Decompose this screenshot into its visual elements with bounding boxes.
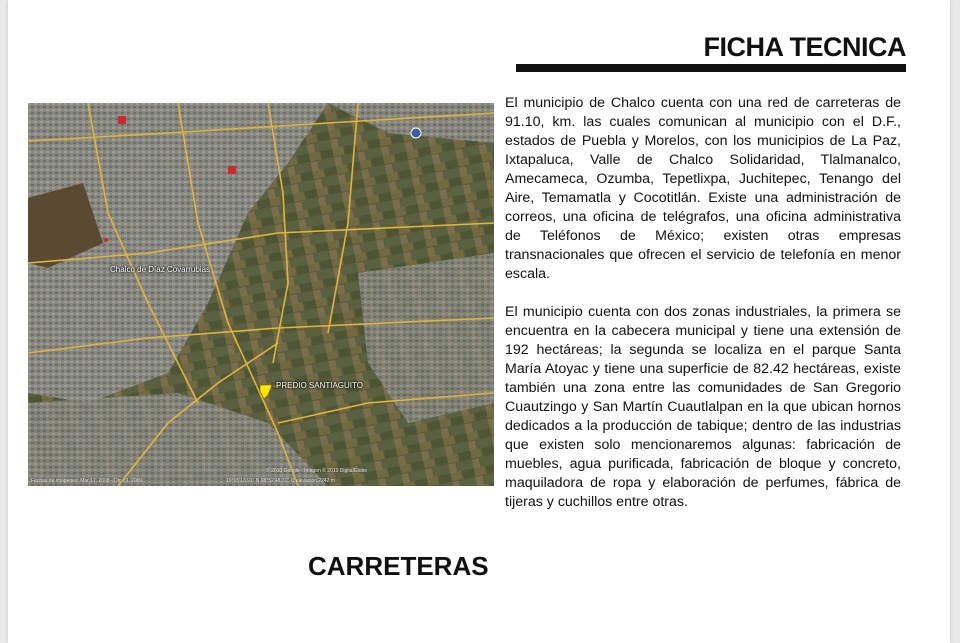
paragraph-roads: El municipio de Chalco cuenta con una red de carreteras de 91.10, km. las cuales comunican al municipio con el D.F., estados de Puebla y Morelos, con los municipios de La Paz, Ixtapaluca, Valle de Chalco Solidaridad, Tlalmanalco, Amecameca, Ozumba, Tepetlixpa, Juchitepec, Tenango del Aire, Temamatla y Cocotitlán. Existe una administración de correos, una oficina de telégrafos, una oficina administrativa de Teléfonos de México; existen otras empresas transnacionales que ofrecen el servicio de telefonía en menor escala. [505,95,901,282]
map-label-town: Chalco de Díaz Covarrubias [110,265,211,274]
paragraph-industry: El municipio cuenta con dos zonas industriales, la primera se encuentra en la cabecera municipal y tiene una extensión de 192 hectáreas; la segunda se localiza en el parque Santa María Atoyac y tiene una superficie de 82.42 hectáreas, existe también una zona entre las comunidades de San Gregorio Cuautzingo y San Martín Cuautlalpan en la que ubican hornos dedicados a la producción de tabique; dentro de las industrias que existen solo mencionaremos algunas: fabricación de muebles, agua purificada, fabricación de bloque y concreto, maquiladora de ropa y elaboración de perfumes, fábrica de tijeras y cuchillos entre otras. [505,304,901,510]
map-imagery-dates: Fechas de imágenes: Mar 17, 2008 - Dic 29, 2009 [31,478,143,484]
body-text [505,94,901,531]
map-imagery [28,103,494,486]
map-label-site: PREDIO SANTIAGUITO [276,381,363,390]
map-copyright: © 2010 Google · Imagen © 2010 DigitalGlobe [266,468,368,474]
document-page [8,0,950,643]
satellite-map [28,103,494,486]
section-title: CARRETERAS [308,551,489,581]
map-coordinates: 19°15'13.91" N 98°52'48.71" O elevación 2242 m [226,478,335,484]
title-underline [516,64,906,72]
page-title: FICHA TECNICA [703,32,906,62]
